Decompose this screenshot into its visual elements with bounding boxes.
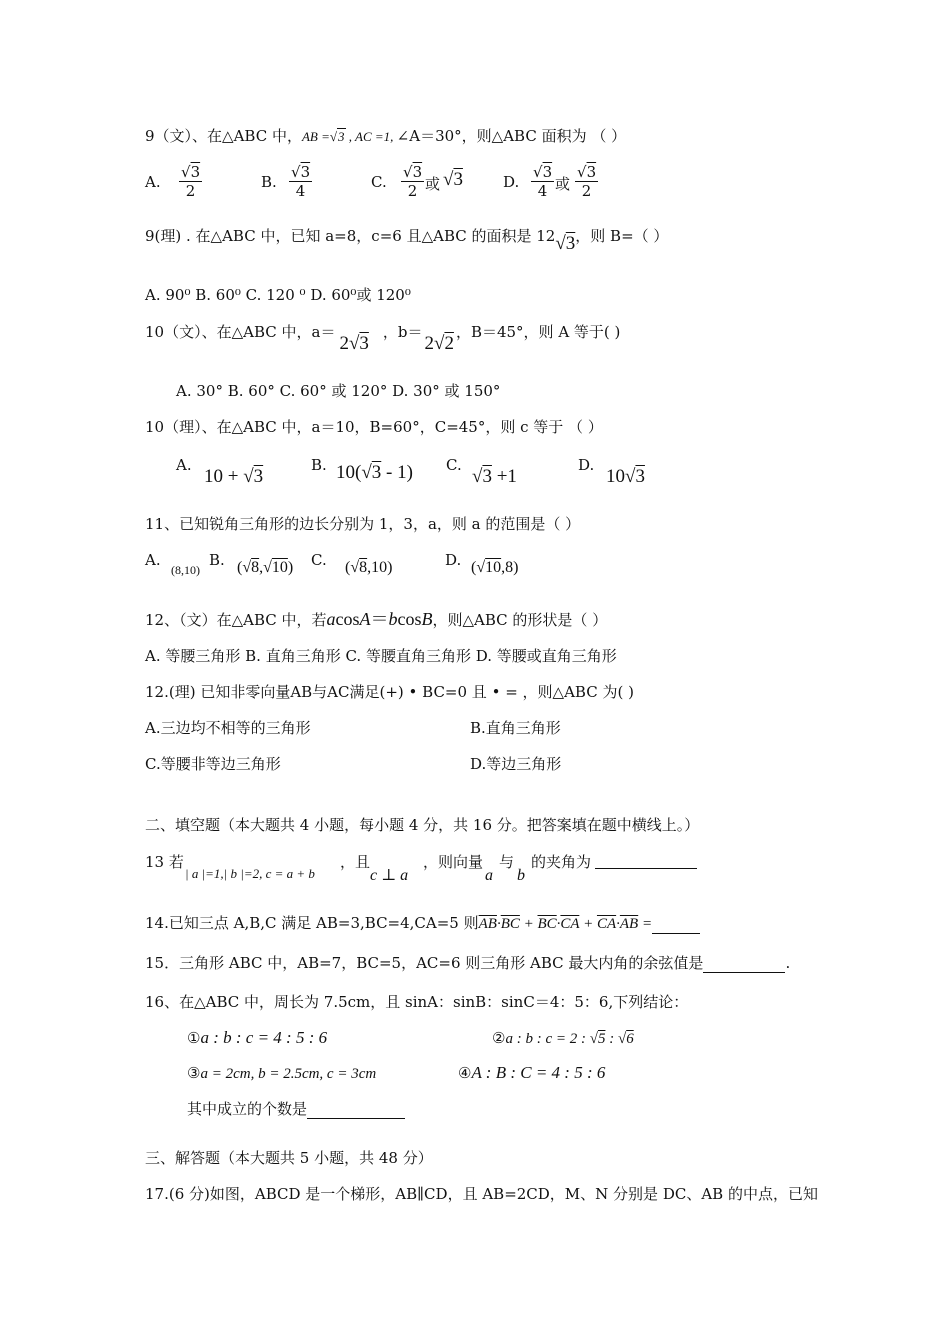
- q10l-c-value: √3 +1: [472, 466, 517, 487]
- q13-answer-blank[interactable]: [595, 854, 697, 869]
- q12l-line: 12.(理) 已知非零向量AB与AC满足(+) • BC=0 且 • = ，则△ABC 为( ): [145, 683, 634, 701]
- q16-conclusion-4: ④A : B : C = 4 : 5 : 6: [458, 1063, 606, 1082]
- q10w-a-value: 2√3: [339, 333, 369, 354]
- q9w-option-d: D.: [503, 173, 520, 191]
- q10l-a-value: 10 + √3: [204, 466, 264, 487]
- q13-then: ，则向量: [423, 853, 484, 871]
- q12w-tail: ，则△ABC 的形状是（ ）: [432, 611, 608, 629]
- q11-option-b: B.: [209, 551, 225, 569]
- q10l-option-c: C.: [446, 456, 462, 474]
- q10l-d-value: 10√3: [606, 466, 645, 487]
- q13-and: ，且: [340, 853, 371, 871]
- q11-line: 11、已知锐角三角形的边长分别为 1，3，a，则 a 的范围是（ ）: [145, 515, 581, 533]
- q12l-option-a: A.三边均不相等的三角形: [145, 719, 311, 737]
- q10w-options: A. 30° B. 60° C. 60° 或 120° D. 30° 或 150°: [176, 382, 501, 400]
- q12l-option-d: D.等边三角形: [470, 755, 562, 773]
- q15-tail: .: [785, 954, 791, 972]
- q9w-option-a: A.: [145, 173, 161, 191]
- q13-condition: | a |=1,| b |=2, c = a + b: [185, 866, 315, 881]
- section-2-heading: 二、填空题（本大题共 4 小题，每小题 4 分，共 16 分。把答案填在题中横线上。）: [145, 816, 700, 834]
- q9w-option-b: B.: [261, 173, 277, 191]
- q10l-option-a: A.: [176, 456, 192, 474]
- q9l-stem: 9(理) . 在△ABC 中，已知 a=8，c=6 且△ABC 的面积是 12: [145, 227, 556, 245]
- q14-expression: $\overline{AB}\cdot\overline{BC} + \overline{BC}\cdot\overline{CA} + \overline{CA}\cdot\overline{AB}$ =: [478, 916, 653, 932]
- q14-stem: 14.已知三点 A,B,C 满足 AB=3,BC=4,CA=5 则: [145, 914, 479, 932]
- q9w-tail: ∠A＝30°，则△ABC 面积为 （ ）: [396, 127, 627, 145]
- q9w-option-c: C.: [371, 173, 387, 191]
- q9w-c-frac: $\frac{√3}{2}$: [403, 163, 423, 200]
- q12w-stem: 12、（文）在△ABC 中，若: [145, 611, 327, 629]
- q11-option-a: A.: [145, 551, 161, 569]
- q11-b-value: (√8,√10): [237, 559, 294, 576]
- q10l-line: 10（理）、在△ABC 中，a＝10，B=60°，C=45°，则 c 等于 （ ）: [145, 418, 603, 436]
- q14-line: [145, 913, 700, 934]
- q11-d-value: (√10,8): [471, 559, 519, 576]
- q9l-root: √3: [555, 233, 576, 254]
- q15-stem: 15．三角形 ABC 中，AB=7，BC=5，AC=6 则三角形 ABC 最大内角的余弦值是: [145, 954, 704, 972]
- q11-option-d: D.: [445, 551, 462, 569]
- q16-line: 16、在△ABC 中，周长为 7.5cm，且 sinA：sinB：sinC＝4：5：6,下列结论：: [145, 993, 689, 1011]
- q13-line: [145, 852, 745, 888]
- q12w-line: [145, 609, 607, 630]
- q15-line: [145, 953, 790, 973]
- q10w-b-value: 2√2: [424, 333, 454, 354]
- q16-answer-blank[interactable]: [307, 1104, 405, 1119]
- q14-answer-blank[interactable]: [652, 919, 700, 934]
- q17-line: 17.(6 分)如图，ABCD 是一个梯形，AB∥CD，且 AB=2CD，M、N 分别是 DC、AB 的中点，已知: [145, 1185, 818, 1203]
- q10l-option-d: D.: [578, 456, 595, 474]
- q9w-c-root: √3: [443, 169, 463, 190]
- q11-c-value: (√8,10): [345, 559, 393, 576]
- q9w-a-frac: $\frac{√3}{2}$: [181, 163, 201, 200]
- q13-perp: c ⊥ a: [370, 867, 409, 884]
- q13-vec-a: a: [485, 867, 493, 884]
- q12l-option-c: C.等腰非等边三角形: [145, 755, 281, 773]
- q16-conclusion-2: ②a : b : c = 2 : √5 : √6: [492, 1029, 634, 1047]
- q12l-option-b: B.直角三角形: [470, 719, 561, 737]
- q9w-cond: AB =√3 , AC =1,: [301, 129, 397, 144]
- q13-stem: 13 若: [145, 853, 184, 871]
- q11-a-value: (8,10): [171, 563, 200, 577]
- q10w-stem: 10（文）、在△ABC 中，a＝: [145, 323, 336, 341]
- q12w-condition: acosA＝bcosB: [326, 609, 433, 629]
- q13-tail: 的夹角为: [531, 853, 592, 871]
- q11-option-c: C.: [311, 551, 327, 569]
- q16-tail-line: [187, 1099, 405, 1119]
- q9w-d-or: 或: [555, 175, 571, 193]
- q9w-c-or: 或: [425, 175, 441, 193]
- q9w-stem: 9（文）、在△ABC 中，: [145, 127, 302, 145]
- q13-vec-b: b: [517, 867, 525, 884]
- q10w-tail: ，B＝45°，则 A 等于( ): [455, 323, 621, 341]
- q10l-options: [176, 456, 696, 492]
- q11-options: [145, 551, 565, 585]
- q15-answer-blank[interactable]: [703, 958, 785, 973]
- q16-conclusion-1: ①a : b : c = 4 : 5 : 6: [187, 1028, 328, 1047]
- q9w-d-frac1: $\frac{√3}{4}$: [533, 163, 553, 200]
- q10l-option-b: B.: [311, 456, 327, 474]
- q12w-options: A. 等腰三角形 B. 直角三角形 C. 等腰直角三角形 D. 等腰或直角三角形: [145, 647, 617, 665]
- q16-tail: 其中成立的个数是: [187, 1100, 308, 1118]
- q9l-tail: ，则 B=（ ）: [575, 227, 669, 245]
- q9l-options: A. 90⁰ B. 60⁰ C. 120 ⁰ D. 60⁰或 120⁰: [145, 286, 411, 304]
- q10w-line: [145, 322, 621, 354]
- q9w-d-frac2: $\frac{√3}{2}$: [577, 163, 597, 200]
- q9w-b-frac: $\frac{√3}{4}$: [291, 163, 311, 200]
- q9l-line: [145, 226, 669, 254]
- q16-conclusion-3: ③a = 2cm, b = 2.5cm, c = 3cm: [187, 1064, 377, 1082]
- q9w-line: [145, 126, 626, 147]
- q13-with: 与: [499, 853, 515, 871]
- section-3-heading: 三、解答题（本大题共 5 小题，共 48 分）: [145, 1149, 433, 1167]
- q10l-b-value: 10(√3 - 1): [336, 462, 413, 483]
- q10w-mid: ，b＝: [382, 323, 423, 341]
